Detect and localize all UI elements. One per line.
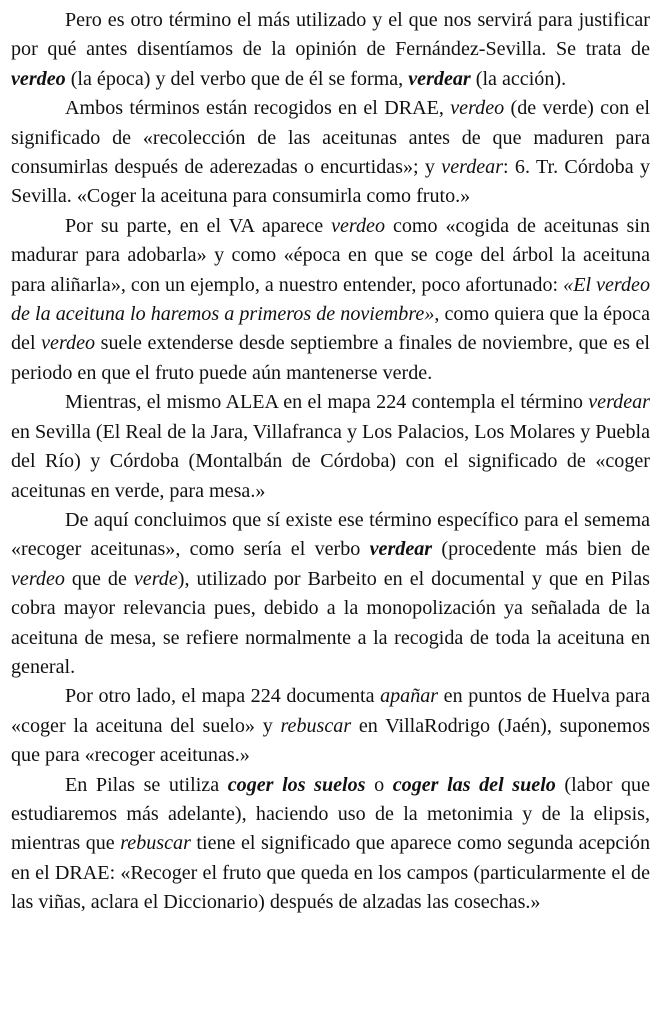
text-run: en VillaRodrigo (Jaén), suponemos que para «recoger aceitunas.» [11,714,651,767]
text-run: Por su parte, en el VA aparece [65,214,332,237]
emphasized-term: verdear [408,67,471,90]
emphasized-term: verdear [588,391,650,414]
text-run: o [365,773,393,796]
emphasized-term: verdeo [11,567,65,590]
text-run: Ambos términos están recogidos en el DRAE, [65,97,451,120]
text-run: (de verde) con el significado de «recolección de las aceitunas antes de que maduren para consumirlas después de aderezadas o encurtidas»; y [11,97,650,179]
text-run: (labor que estudiaremos más adelante), haciendo uso de la metonimia y de la elipsis, mientras que [11,773,651,855]
text-run: como «cogida de aceitunas sin madurar para adobarla» y como «época en que se coge del árbol la aceituna para aliñarla», con un ejemplo, a nuestro entender, poco afortunado: [11,214,650,296]
paragraph [11,506,650,682]
text-run: En Pilas se utiliza [65,773,228,796]
emphasized-term: coger los suelos [227,773,366,796]
text-run: (procedente más bien de [432,538,650,561]
text-run: De aquí concluimos que sí existe ese término específico para el semema «recoger aceitunas», como sería el verbo [11,508,650,561]
paragraph [11,212,650,388]
text-run: Pero es otro término el más utilizado y el que nos servirá para justificar por qué antes disentíamos de la opinión de Fernández-Sevilla. Se trata de [11,9,650,61]
text-run: tiene el significado que aparece como segunda acepción en el DRAE: «Recoger el fruto que queda en los campos (particularmente el de las viñas, aclara el Diccionario) después de alzadas las cosechas.» [11,832,651,914]
text-run: Mientras, el mismo ALEA en el mapa 224 contempla el término [65,391,589,414]
text-run: : 6. Tr. Córdoba y Sevilla. «Coger la aceituna para consumirla como fruto.» [11,156,650,208]
text-run: suele extenderse desde septiembre a finales de noviembre, que es el periodo en que el fruto puede aún mantenerse verde. [11,332,650,384]
paragraph [11,771,650,918]
text-run: (la acción). [470,67,567,90]
emphasized-term: verdeo [41,332,96,355]
emphasized-term: apañar [380,685,439,708]
text-run: en puntos de Huelva para «coger la aceituna del suelo» y [11,685,650,737]
paragraph [11,94,650,212]
paragraph [11,6,650,94]
text-run: en Sevilla (El Real de la Jara, Villafranca y Los Palacios, Los Molares y Puebla del Río) y Córdoba (Montalbán de Córdoba) con el significado de «coger aceitunas en verde, para mesa.» [11,420,650,502]
emphasized-term: coger las del suelo [392,773,556,796]
text-run: , como quiera que la época del [11,303,650,355]
paragraph [11,682,650,770]
emphasized-term: verdeo [331,214,386,237]
text-run: Por otro lado, el mapa 224 documenta [65,685,381,708]
emphasized-term: verdeo [450,97,505,120]
text-run: ), utilizado por Barbeito en el documental y que en Pilas cobra mayor relevancia pues, debido a la monopolización ya señalada de la aceituna de mesa, se refiere normalmente a la recogida de toda la aceituna en general. [11,567,650,678]
paragraph [11,388,650,506]
emphasized-term: rebuscar [120,832,191,855]
emphasized-term: verdear [441,156,504,179]
emphasized-term: verde [133,567,178,590]
text-run: que de [64,567,134,590]
emphasized-term: rebuscar [280,714,352,737]
emphasized-term: «El verdeo de la aceituna lo haremos a primeros de noviembre» [11,273,650,326]
text-run: (la época) y del verbo que de él se forma, [65,67,409,90]
emphasized-term: verdeo [11,67,66,90]
emphasized-term: verdear [369,538,433,561]
